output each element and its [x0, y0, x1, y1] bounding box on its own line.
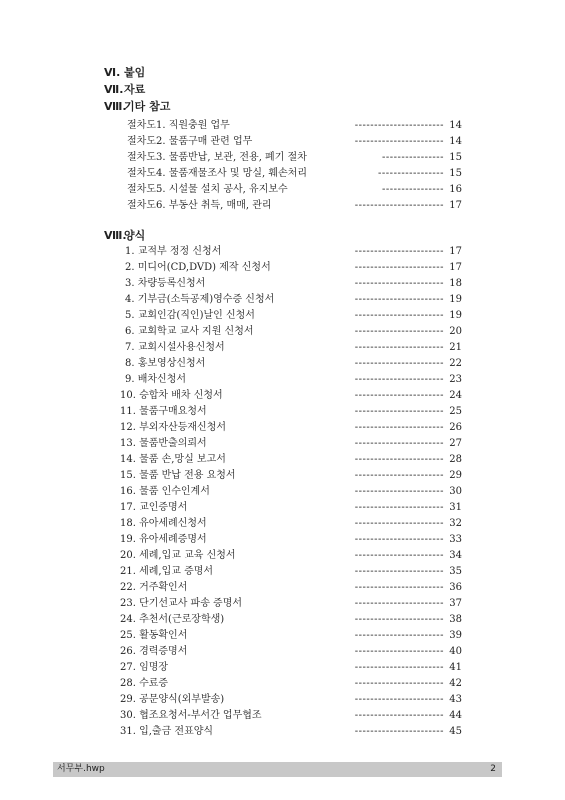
entry-page-number: 27: [449, 438, 462, 449]
toc-entry[interactable]: [120, 292, 462, 308]
footer-filename: 서무부.hwp: [57, 764, 105, 774]
section-title: 기타 참고: [124, 100, 171, 113]
entry-label: 27. 임명장: [120, 662, 169, 673]
dot-leader: -----------------------: [354, 566, 444, 577]
toc-entry[interactable]: [120, 308, 462, 324]
entry-page-number: 34: [449, 550, 462, 561]
dot-leader: -----------------------: [354, 310, 444, 321]
section-heading-other-reference: [104, 99, 170, 115]
toc-entry[interactable]: [120, 692, 462, 708]
toc-entry[interactable]: [120, 564, 462, 580]
entry-label: 6. 교회학교 교사 지원 신청서: [125, 326, 254, 337]
entry-page-number: 29: [449, 470, 462, 481]
toc-entry[interactable]: [120, 244, 462, 260]
toc-entry[interactable]: [120, 388, 462, 404]
entry-label: 3. 차량등록신청서: [125, 278, 206, 289]
entry-page-number: 19: [449, 310, 462, 321]
section-number: Ⅵ.: [104, 66, 121, 79]
toc-entry[interactable]: [120, 660, 462, 676]
entry-label: 1. 교적부 정정 신청서: [125, 246, 222, 257]
dot-leader: -----------------------: [354, 662, 444, 673]
toc-entry[interactable]: [120, 548, 462, 564]
toc-entry[interactable]: [120, 340, 462, 356]
dot-leader: -----------------------: [354, 694, 444, 705]
dot-leader: -----------------------: [354, 454, 444, 465]
entry-page-number: 17: [449, 200, 462, 211]
toc-entry[interactable]: [120, 324, 462, 340]
section-heading-attachments: [104, 65, 145, 81]
entry-label: 19. 유아세례증명서: [120, 534, 207, 545]
toc-entry[interactable]: [120, 468, 462, 484]
entry-page-number: 31: [449, 502, 462, 513]
toc-entry[interactable]: [120, 676, 462, 692]
entry-label: 29. 공문양식(외부발송): [120, 694, 225, 705]
toc-entry[interactable]: [120, 436, 462, 452]
entry-page-number: 37: [449, 598, 462, 609]
toc-entry[interactable]: [127, 134, 462, 150]
toc-entry[interactable]: [120, 580, 462, 596]
section-heading-materials: [104, 82, 145, 98]
toc-entry[interactable]: [127, 166, 462, 182]
toc-entry[interactable]: [127, 118, 462, 134]
entry-label: 절차도6. 부동산 취득, 매매, 관리: [127, 200, 272, 211]
entry-label: 23. 단기선교사 파송 증명서: [120, 598, 243, 609]
dot-leader: -----------------------: [354, 262, 444, 273]
entry-label: 절차도2. 물품구매 관련 업무: [127, 136, 253, 147]
toc-entry[interactable]: [120, 628, 462, 644]
entry-page-number: 22: [449, 358, 462, 369]
toc-entry[interactable]: [120, 516, 462, 532]
dot-leader: -----------------------: [354, 200, 444, 211]
entry-page-number: 18: [449, 278, 462, 289]
dot-leader: -----------------------: [354, 438, 444, 449]
entry-page-number: 20: [449, 326, 462, 337]
dot-leader: -----------------------: [354, 598, 444, 609]
dot-leader: -----------------------: [354, 136, 444, 147]
toc-entry[interactable]: [120, 612, 462, 628]
entry-page-number: 36: [449, 582, 462, 593]
entry-label: 14. 물품 손,망실 보고서: [120, 454, 226, 465]
dot-leader: -----------------------: [354, 120, 444, 131]
entry-label: 21. 세례,입교 증명서: [120, 566, 214, 577]
entry-page-number: 24: [449, 390, 462, 401]
toc-entry[interactable]: [127, 198, 462, 214]
section-title: 자료: [124, 83, 146, 96]
dot-leader: -----------------------: [354, 678, 444, 689]
entry-label: 15. 물품 반납 전용 요청서: [120, 470, 236, 481]
entry-label: 2. 미디어(CD,DVD) 제작 신청서: [125, 262, 271, 273]
entry-label: 20. 세례,입교 교육 신청서: [120, 550, 236, 561]
dot-leader: -----------------------: [354, 630, 444, 641]
toc-entry[interactable]: [120, 404, 462, 420]
entry-label: 12. 부외자산등재신청서: [120, 422, 227, 433]
entry-label: 10. 승합차 배차 신청서: [120, 390, 223, 401]
toc-entry[interactable]: [120, 484, 462, 500]
toc-entry[interactable]: [120, 708, 462, 724]
entry-label: 절차도5. 시설물 설치 공사, 유지보수: [127, 184, 288, 195]
entry-label: 16. 물품 인수인계서: [120, 486, 210, 497]
entry-page-number: 45: [449, 726, 462, 737]
dot-leader: -----------------------: [354, 550, 444, 561]
entry-label: 17. 교인증명서: [120, 502, 188, 513]
dot-leader: -----------------------: [354, 502, 444, 513]
toc-entry[interactable]: [127, 150, 462, 166]
section-number: Ⅷ.: [104, 100, 127, 113]
dot-leader: -----------------------: [354, 326, 444, 337]
entry-page-number: 15: [449, 168, 462, 179]
dot-leader: -----------------------: [354, 374, 444, 385]
entry-label: 절차도4. 물품재물조사 및 망실, 훼손처리: [127, 168, 307, 179]
entry-label: 30. 협조요청서-부서간 업무협조: [120, 710, 262, 721]
entry-label: 25. 활동확인서: [120, 630, 188, 641]
entry-page-number: 38: [449, 614, 462, 625]
entry-page-number: 14: [449, 136, 462, 147]
section-heading-forms: [104, 228, 145, 244]
entry-page-number: 19: [449, 294, 462, 305]
dot-leader: -----------------------: [354, 342, 444, 353]
dot-leader: -----------------------: [354, 470, 444, 481]
entry-label: 28. 수료증: [120, 678, 169, 689]
dot-leader: -----------------------: [354, 534, 444, 545]
entry-label: 5. 교회인감(직인)날인 신청서: [125, 310, 255, 321]
dot-leader: ----------------: [381, 184, 444, 195]
entry-label: 4. 기부금(소득공제)영수증 신청서: [125, 294, 275, 305]
dot-leader: -----------------------: [354, 614, 444, 625]
dot-leader: -----------------------: [354, 726, 444, 737]
entry-label: 8. 홍보영상신청서: [125, 358, 206, 369]
entry-page-number: 25: [449, 406, 462, 417]
entry-label: 18. 유아세례신청서: [120, 518, 207, 529]
dot-leader: -----------------------: [354, 422, 444, 433]
entry-label: 9. 배차신청서: [125, 374, 187, 385]
entry-page-number: 30: [449, 486, 462, 497]
entry-label: 31. 입,출금 전표양식: [120, 726, 214, 737]
entry-page-number: 42: [449, 678, 462, 689]
toc-entry[interactable]: [127, 182, 462, 198]
entry-page-number: 26: [449, 422, 462, 433]
section-number: Ⅷ.: [104, 229, 127, 242]
entry-page-number: 15: [449, 152, 462, 163]
section-number: Ⅶ.: [104, 83, 124, 96]
entry-page-number: 28: [449, 454, 462, 465]
entry-page-number: 44: [449, 710, 462, 721]
entry-page-number: 39: [449, 630, 462, 641]
entry-page-number: 32: [449, 518, 462, 529]
section-title: 붙임: [124, 66, 146, 79]
toc-entry[interactable]: [120, 420, 462, 436]
entry-page-number: 17: [449, 262, 462, 273]
entry-label: 절차도1. 직원충원 업무: [127, 120, 230, 131]
dot-leader: -----------------------: [354, 710, 444, 721]
toc-entry[interactable]: [120, 596, 462, 612]
toc-entry[interactable]: [120, 452, 462, 468]
dot-leader: -----------------------: [354, 518, 444, 529]
entry-label: 11. 물품구매요청서: [120, 406, 207, 417]
entry-page-number: 43: [449, 694, 462, 705]
entry-label: 26. 경력증명서: [120, 646, 188, 657]
dot-leader: -----------------------: [354, 486, 444, 497]
entry-page-number: 21: [449, 342, 462, 353]
entry-page-number: 23: [449, 374, 462, 385]
entry-page-number: 41: [449, 662, 462, 673]
dot-leader: -----------------------: [354, 390, 444, 401]
entry-label: 13. 물품반출의뢰서: [120, 438, 207, 449]
entry-page-number: 16: [449, 184, 462, 195]
toc-entry[interactable]: [120, 500, 462, 516]
entry-label: 절차도3. 물품반납, 보관, 전용, 폐기 절차: [127, 152, 307, 163]
entry-label: 7. 교회시설사용신청서: [125, 342, 225, 353]
toc-entry[interactable]: [120, 276, 462, 292]
page-footer: [53, 762, 502, 777]
toc-entry[interactable]: [120, 372, 462, 388]
dot-leader: -----------------: [378, 168, 444, 179]
entry-page-number: 33: [449, 534, 462, 545]
entry-label: 22. 거주확인서: [120, 582, 188, 593]
section-title: 양식: [124, 229, 146, 242]
toc-entry[interactable]: [120, 532, 462, 548]
toc-entry[interactable]: [120, 724, 462, 740]
dot-leader: -----------------------: [354, 406, 444, 417]
dot-leader: -----------------------: [354, 294, 444, 305]
entry-page-number: 40: [449, 646, 462, 657]
entry-page-number: 14: [449, 120, 462, 131]
entry-label: 24. 추천서(근로장학생): [120, 614, 225, 625]
dot-leader: ----------------: [381, 152, 444, 163]
entry-page-number: 35: [449, 566, 462, 577]
dot-leader: -----------------------: [354, 582, 444, 593]
dot-leader: -----------------------: [354, 246, 444, 257]
toc-entry[interactable]: [120, 356, 462, 372]
entry-page-number: 17: [449, 246, 462, 257]
dot-leader: -----------------------: [354, 278, 444, 289]
toc-entry[interactable]: [120, 644, 462, 660]
footer-page-number: 2: [490, 764, 496, 774]
dot-leader: -----------------------: [354, 358, 444, 369]
toc-entry[interactable]: [120, 260, 462, 276]
dot-leader: -----------------------: [354, 646, 444, 657]
